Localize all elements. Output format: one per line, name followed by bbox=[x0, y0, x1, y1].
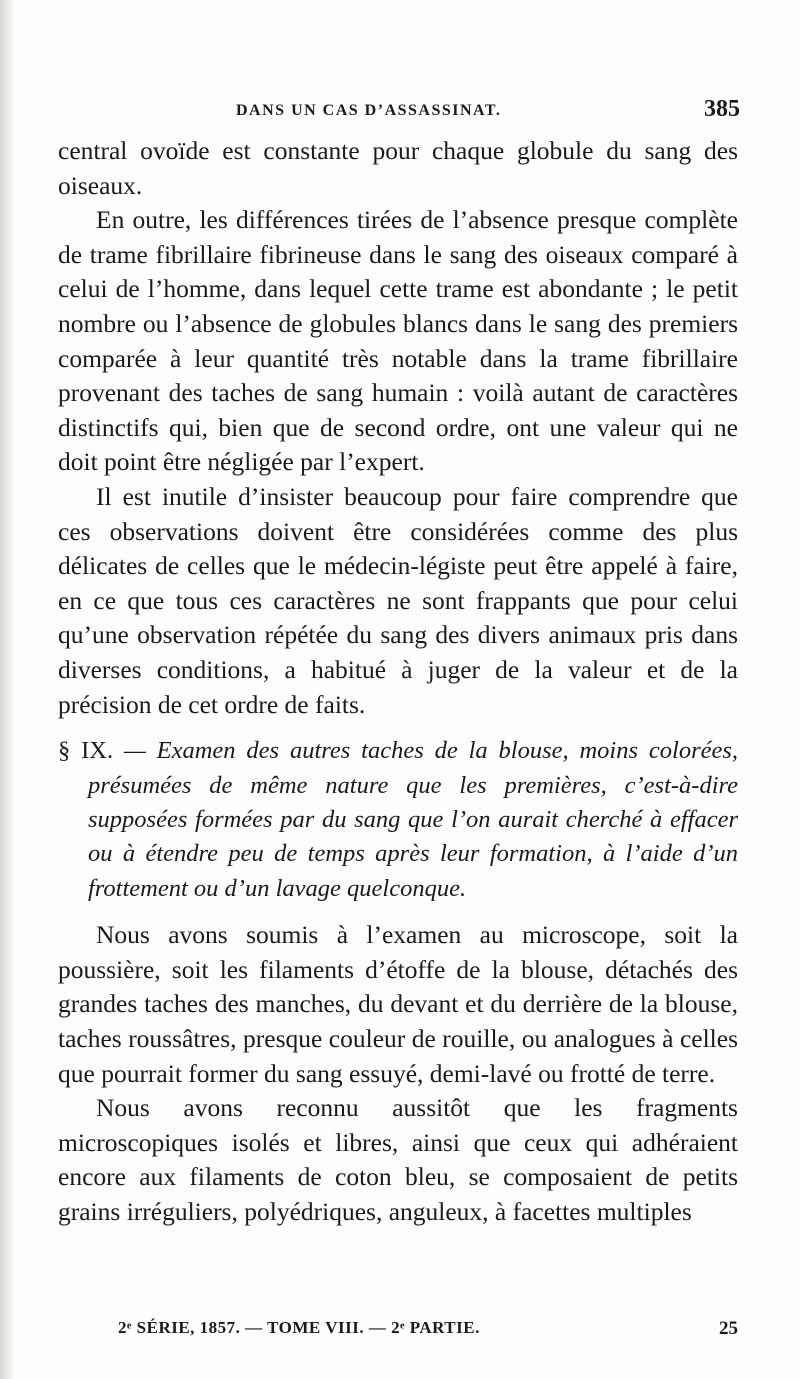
footer-signature: 2ᵉ SÉRIE, 1857. — TOME VIII. — 2ᵉ PARTIE. bbox=[118, 1318, 480, 1337]
section-number: § IX. bbox=[58, 737, 114, 765]
section-title: — Examen des autres taches de la blouse, moins colorées, présumées de même nature que les premières, c’est-à-dire supposées formées par du sang que l’on aurait cherché à effacer ou à étendre peu de temps après leur formation, à l’aide d’un frottement ou d’un lavage quelconque. bbox=[88, 737, 739, 902]
section-heading bbox=[58, 734, 738, 906]
paragraph: En outre, les différences tirées de l’absence presque complète de trame fibrillaire fibrineuse dans le sang des oiseaux comparé à celui de l’homme, dans lequel cette trame est abondante ; le petit nombre ou l’absence de globules blancs dans le sang des premiers comparée à leur quantité très notable dans la trame fibrillaire provenant des taches de sang humain : voilà autant de caractères distinctifs qui, bien que de second ordre, ont une valeur qui ne doit point être négligée par l’expert. bbox=[58, 205, 738, 477]
running-head: DANS UN CAS D’ASSASSINAT. bbox=[236, 102, 502, 119]
paragraph: Il est inutile d’insister beaucoup pour faire comprendre que ces observations doivent être considérées comme des plus délicates de celles que le médecin-légiste peut être appelé à faire, en ce que tous ces caractères ne sont frappants que pour celui qu’une observation répétée du sang des divers animaux pris dans diverses conditions, a habitué à juger de la valeur et de la précision de cet ordre de faits. bbox=[58, 481, 738, 719]
paragraph: Nous avons soumis à l’examen au microscope, soit la poussière, soit les filaments d’étoffe de la blouse, détachés des grandes taches des manches, du devant et du derrière de la blouse, taches roussâtres, presque couleur de rouille, ou analogues à celles que pourrait former du sang essuyé, demi-lavé ou frotté de terre. bbox=[58, 920, 738, 1088]
paragraph-continued: central ovoïde est constante pour chaque globule du sang des oiseaux. bbox=[58, 136, 738, 200]
page-gutter-shadow bbox=[0, 0, 16, 1379]
page-footer bbox=[118, 1318, 738, 1348]
page-header bbox=[226, 96, 740, 130]
page-number: 385 bbox=[704, 96, 740, 122]
paragraph: Nous avons reconnu aussitôt que les fragments microscopiques isolés et libres, ainsi que ceux qui adhéraient encore aux filaments de coton bleu, se composaient de petits grains irréguliers, polyédriques, anguleux, à facettes multiples bbox=[58, 1093, 738, 1226]
body-text bbox=[58, 134, 738, 1229]
sheet-number: 25 bbox=[719, 1318, 738, 1339]
